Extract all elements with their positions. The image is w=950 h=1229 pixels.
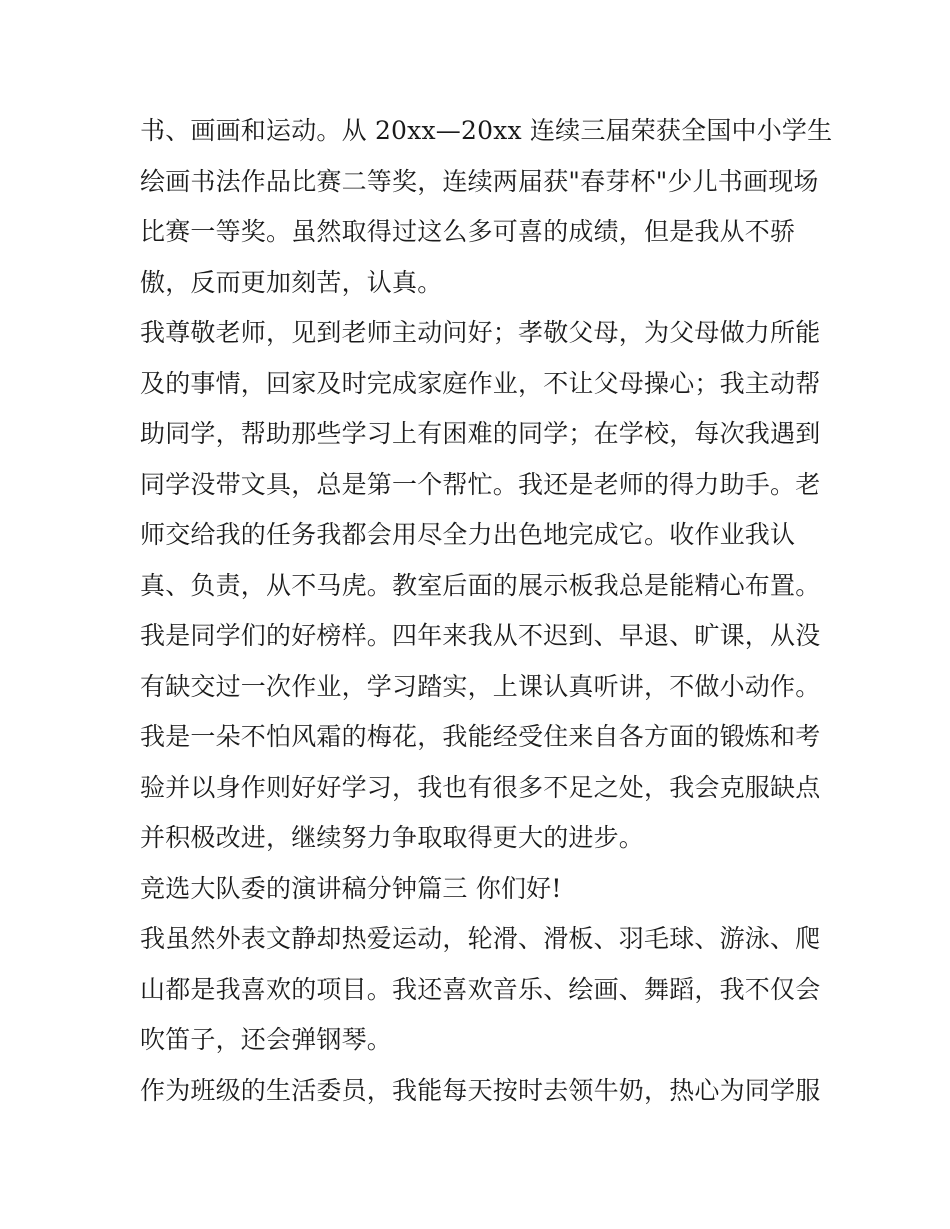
text-line: 验并以身作则好好学习，我也有很多不足之处，我会克服缺点	[140, 772, 821, 802]
text-line: 山都是我喜欢的项目。我还喜欢音乐、绘画、舞蹈，我不仅会	[140, 974, 821, 1004]
section-heading: 竞选大队委的演讲稿分钟篇三 你们好!	[140, 873, 562, 903]
text-line: 并积极改进，继续努力争取取得更大的进步。	[140, 823, 645, 852]
text-line: 傲，反而更加刻苦，认真。	[140, 267, 443, 297]
text-line: 我尊敬老师，见到老师主动问好；孝敬父母，为父母做力所能	[140, 318, 821, 347]
text-line: 助同学，帮助那些学习上有困难的同学；在学校，每次我遇到	[140, 419, 821, 448]
text-line: 我是同学们的好榜样。四年来我从不迟到、早退、旷课，从没	[140, 621, 821, 650]
text-line: 师交给我的任务我都会用尽全力出色地完成它。收作业我认	[140, 520, 796, 549]
text-line: 绘画书法作品比赛二等奖，连续两届获"春芽杯"少儿书画现场	[140, 166, 819, 196]
text-line: 作为班级的生活委员，我能每天按时去领牛奶，热心为同学服	[140, 1075, 821, 1105]
text-line: 有缺交过一次作业，学习踏实，上课认真听讲，不做小动作。	[140, 671, 821, 701]
text-line: 同学没带文具，总是第一个帮忙。我还是老师的得力助手。老	[140, 469, 821, 499]
text-line: 我虽然外表文静却热爱运动，轮滑、滑板、羽毛球、游泳、爬	[140, 924, 821, 953]
document-body	[140, 106, 833, 1116]
text-line: 比赛一等奖。虽然取得过这么多可喜的成绩，但是我从不骄	[140, 217, 796, 246]
text-line: 吹笛子，还会弹钢琴。	[140, 1025, 393, 1054]
text-line: 书、画画和运动。从 20xx—20xx 连续三届荣获全国中小学生	[140, 116, 833, 145]
text-line: 及的事情，回家及时完成家庭作业，不让父母操心；我主动帮	[140, 368, 821, 398]
text-line: 我是一朵不怕风霜的梅花，我能经受住来自各方面的锻炼和考	[140, 722, 821, 751]
text-line: 真、负责，从不马虎。教室后面的展示板我总是能精心布置。	[140, 570, 821, 600]
